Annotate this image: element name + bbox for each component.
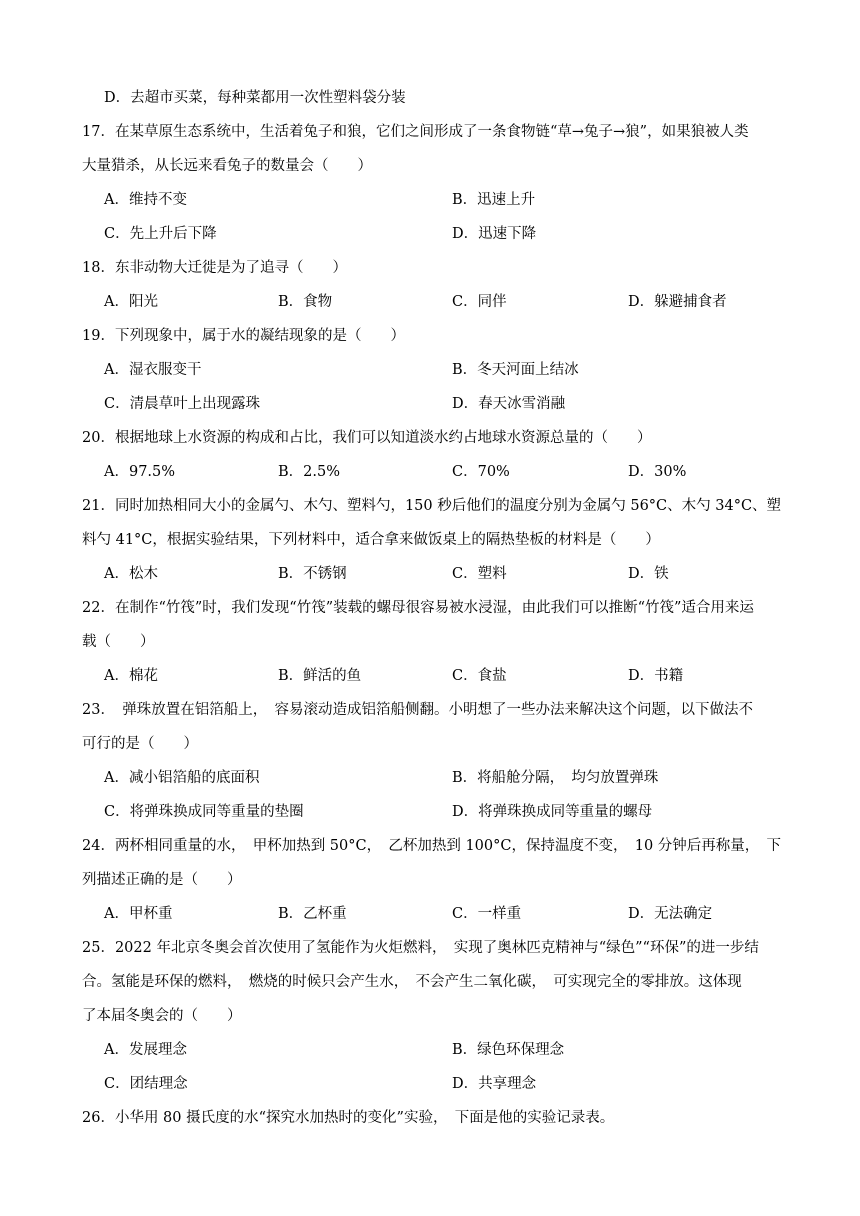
q25-option-a: A．发展理念 xyxy=(104,1042,187,1058)
q24-stem-line1: 24．两杯相同重量的水， 甲杯加热到 50°C， 乙杯加热到 100°C，保持温度不变， 10 分钟后再称量， 下 xyxy=(82,838,782,854)
q17-option-a: A．维持不变 xyxy=(104,192,187,208)
q17-stem-line2: 大量猎杀，从长远来看兔子的数量会（ ） xyxy=(82,158,372,174)
q21-option-d: D．铁 xyxy=(628,566,669,582)
q22-stem-line1: 22．在制作“竹筏”时，我们发现“竹筏”装载的螺母很容易被水浸湿，由此我们可以推断“竹筏”适合用来运 xyxy=(82,600,754,616)
q25-option-d: D．共享理念 xyxy=(452,1076,537,1092)
q23-option-c: C．将弹珠换成同等重量的垫圈 xyxy=(104,804,304,820)
q24-option-d: D．无法确定 xyxy=(628,906,713,922)
q25-stem-line2: 合。氢能是环保的燃料， 燃烧的时候只会产生水， 不会产生二氧化碳， 可实现完全的零排放。这体现 xyxy=(82,974,742,990)
q20-option-d: D．30% xyxy=(628,464,687,480)
q20-option-a: A．97.5% xyxy=(104,464,176,480)
q22-stem-line2: 载（ ） xyxy=(82,634,155,650)
q20-option-c: C．70% xyxy=(452,464,510,480)
q21-option-b: B．不锈钢 xyxy=(278,566,347,582)
q26-stem: 26．小华用 80 摄氏度的水“探究水加热时的变化”实验， 下面是他的实验记录表。 xyxy=(82,1110,615,1126)
q25-stem-line1: 25．2022 年北京冬奥会首次使用了氢能作为火炬燃料， 实现了奥林匹克精神与“绿色”“环保”的进一步结 xyxy=(82,940,759,956)
q24-stem-line2: 列描述正确的是（ ） xyxy=(82,872,242,888)
q21-stem-line2: 料勺 41°C，根据实验结果，下列材料中，适合拿来做饭桌上的隔热垫板的材料是（ ） xyxy=(82,532,660,548)
q19-stem: 19．下列现象中，属于水的凝结现象的是（ ） xyxy=(82,328,405,344)
q23-option-a: A．减小铝箔船的底面积 xyxy=(104,770,260,786)
q24-option-b: B．乙杯重 xyxy=(278,906,347,922)
q23-option-d: D．将弹珠换成同等重量的螺母 xyxy=(452,804,653,820)
q18-stem: 18．东非动物大迁徙是为了追寻（ ） xyxy=(82,260,347,276)
q18-option-b: B．食物 xyxy=(278,294,333,310)
q18-option-d: D．躲避捕食者 xyxy=(628,294,727,310)
q21-stem-line1: 21．同时加热相同大小的金属勺、木勺、塑料勺，150 秒后他们的温度分别为金属勺 56°C、木勺 34°C、塑 xyxy=(82,498,782,514)
q20-option-b: B．2.5% xyxy=(278,464,340,480)
q17-option-b: B．迅速上升 xyxy=(452,192,536,208)
q25-option-c: C．团结理念 xyxy=(104,1076,188,1092)
q19-option-d: D．春天冰雪消融 xyxy=(452,396,566,412)
q19-option-c: C．清晨草叶上出现露珠 xyxy=(104,396,261,412)
q25-stem-line3: 了本届冬奥会的（ ） xyxy=(82,1008,242,1024)
q21-option-a: A．松木 xyxy=(104,566,158,582)
q24-option-a: A．甲杯重 xyxy=(104,906,173,922)
q22-option-d: D．书籍 xyxy=(628,668,684,684)
q20-stem: 20．根据地球上水资源的构成和占比，我们可以知道淡水约占地球水资源总量的（ ） xyxy=(82,430,652,446)
q19-option-a: A．湿衣服变干 xyxy=(104,362,202,378)
q23-stem-line2: 可行的是（ ） xyxy=(82,736,198,752)
q21-option-c: C．塑料 xyxy=(452,566,507,582)
q22-option-b: B．鲜活的鱼 xyxy=(278,668,362,684)
q25-option-b: B．绿色环保理念 xyxy=(452,1042,565,1058)
q16-option-d: D．去超市买菜，每种菜都用一次性塑料袋分装 xyxy=(104,90,406,106)
q18-option-c: C．同伴 xyxy=(452,294,507,310)
q22-option-a: A．棉花 xyxy=(104,668,158,684)
q17-option-d: D．迅速下降 xyxy=(452,226,537,242)
q22-option-c: C．食盐 xyxy=(452,668,507,684)
q17-option-c: C．先上升后下降 xyxy=(104,226,217,242)
q19-option-b: B．冬天河面上结冰 xyxy=(452,362,579,378)
q18-option-a: A．阳光 xyxy=(104,294,158,310)
q23-option-b: B．将船舱分隔， 均匀放置弹珠 xyxy=(452,770,659,786)
q23-stem-line1: 23． 弹珠放置在铝箔船上， 容易滚动造成铝箔船侧翻。小明想了一些办法来解决这个问题，以下做法不 xyxy=(82,702,753,718)
q17-stem-line1: 17．在某草原生态系统中，生活着兔子和狼，它们之间形成了一条食物链“草→兔子→狼”，如果狼被人类 xyxy=(82,124,749,140)
q24-option-c: C．一样重 xyxy=(452,906,522,922)
